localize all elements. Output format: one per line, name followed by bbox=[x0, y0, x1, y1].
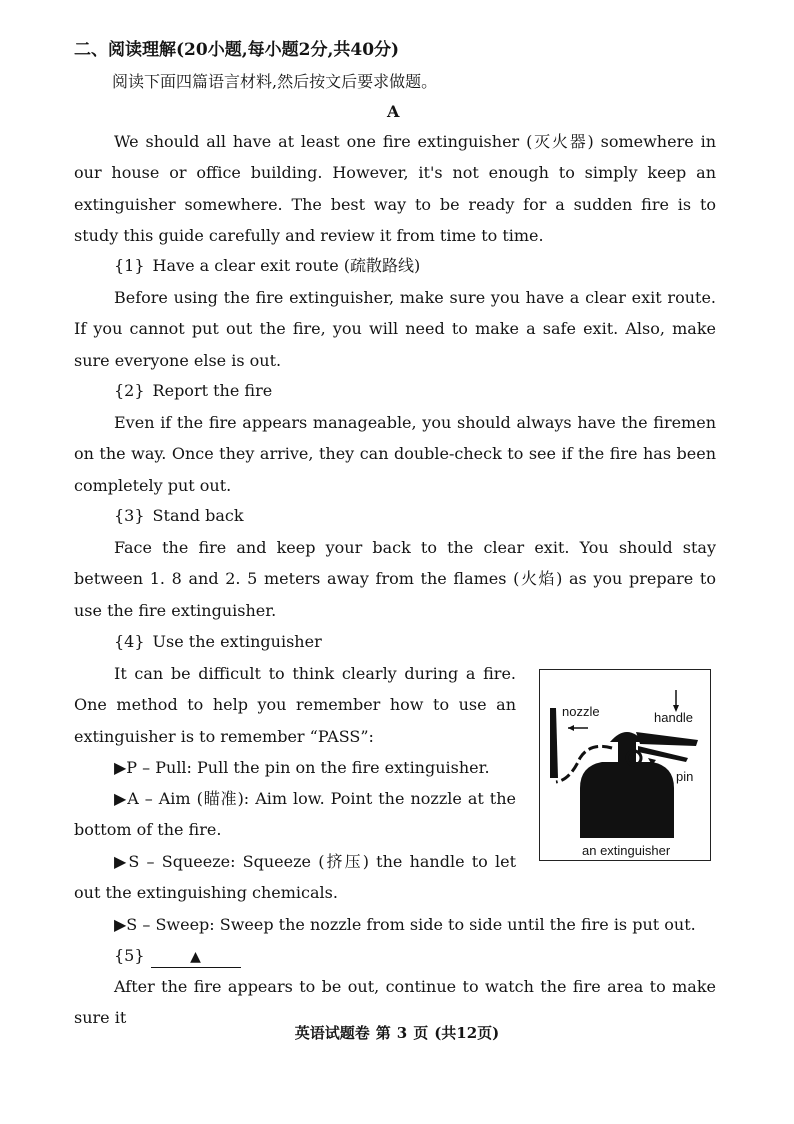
footer-subject: 英语试题卷 bbox=[294, 1024, 370, 1042]
passage-intro: We should all have at least one fire extinguisher (灭火器) somewhere in our house or office building. However, it's not enough to simply keep an extinguisher somewhere. The best way to be ready for a sudden fire is to study this guide carefully and review it from time to time. bbox=[74, 132, 716, 245]
pass-step-s-sweep: ▶S – Sweep: Sweep the nozzle from side to side until the fire is put out. bbox=[114, 915, 696, 934]
label-nozzle: nozzle bbox=[562, 704, 600, 719]
section-3-body: Face the fire and keep your back to the clear exit. You should stay between 1. 8 and 2. 5 meters away from the flames (火焰) as you prepare to use the fire extinguisher. bbox=[74, 538, 716, 620]
section-3-number: {3} bbox=[114, 506, 145, 525]
blank-triangle-marker: ▲ bbox=[190, 949, 201, 965]
extinguisher-drawing bbox=[540, 670, 710, 860]
section-2-number: {2} bbox=[114, 381, 145, 400]
section-4-number: {4} bbox=[114, 632, 145, 651]
section-4-title: Use the extinguisher bbox=[152, 632, 322, 651]
section-4-heading bbox=[114, 632, 322, 652]
handle-lever bbox=[636, 732, 698, 746]
section-3-title: Stand back bbox=[152, 506, 244, 525]
pass-step-p: ▶P – Pull: Pull the pin on the fire extinguisher. bbox=[114, 758, 490, 777]
section-5-heading bbox=[114, 946, 241, 968]
section-title: 二、阅读理解(20小题,每小题2分,共40分) bbox=[74, 40, 400, 60]
label-handle: handle bbox=[654, 710, 694, 725]
passage-letter: A bbox=[387, 102, 400, 121]
extinguisher-figure bbox=[539, 669, 711, 861]
extinguisher-tank bbox=[580, 762, 674, 838]
page-footer bbox=[0, 1022, 794, 1043]
section-5-number: {5} bbox=[114, 946, 145, 965]
section-instruction: 阅读下面四篇语言材料,然后按文后要求做题。 bbox=[112, 72, 438, 91]
figure-caption: an extinguisher bbox=[582, 843, 671, 858]
label-pin: pin bbox=[676, 769, 694, 784]
section-1-title: Have a clear exit route (疏散路线) bbox=[152, 256, 421, 275]
footer-page-number: 3 bbox=[396, 1024, 408, 1042]
section-2-heading bbox=[114, 381, 272, 401]
footer-total: (共12页) bbox=[434, 1024, 500, 1042]
section-2-body: Even if the fire appears manageable, you should always have the firemen on the way. Once they arrive, they can double-check to see if the fire has been completely put out. bbox=[74, 413, 716, 495]
footer-page-suffix: 页 bbox=[413, 1024, 429, 1042]
nozzle-shape bbox=[550, 708, 558, 778]
section-1-number: {1} bbox=[114, 256, 145, 275]
section-1-body: Before using the fire extinguisher, make sure you have a clear exit route. If you cannot put out the fire, you will need to make a safe exit. Also, make sure everyone else is out. bbox=[74, 288, 716, 370]
pass-step-a: ▶A – Aim (瞄准): Aim low. Point the nozzle at the bottom of the fire. bbox=[74, 789, 516, 840]
footer-page-prefix: 第 bbox=[375, 1024, 391, 1042]
section-5-body: After the fire appears to be out, continue to watch the fire area to make sure it bbox=[74, 977, 716, 1028]
section-2-title: Report the fire bbox=[152, 381, 273, 400]
pass-step-s-squeeze: ▶S – Squeeze: Squeeze (挤压) the handle to let out the extinguishing chemicals. bbox=[74, 852, 516, 903]
section-4-body: It can be difficult to think clearly during a fire. One method to help you remember how to use an extinguisher is to remember “PASS”: bbox=[74, 664, 516, 746]
handle-lower bbox=[638, 746, 688, 762]
answer-blank bbox=[151, 946, 241, 968]
section-1-heading bbox=[114, 256, 420, 276]
section-3-heading bbox=[114, 506, 244, 526]
